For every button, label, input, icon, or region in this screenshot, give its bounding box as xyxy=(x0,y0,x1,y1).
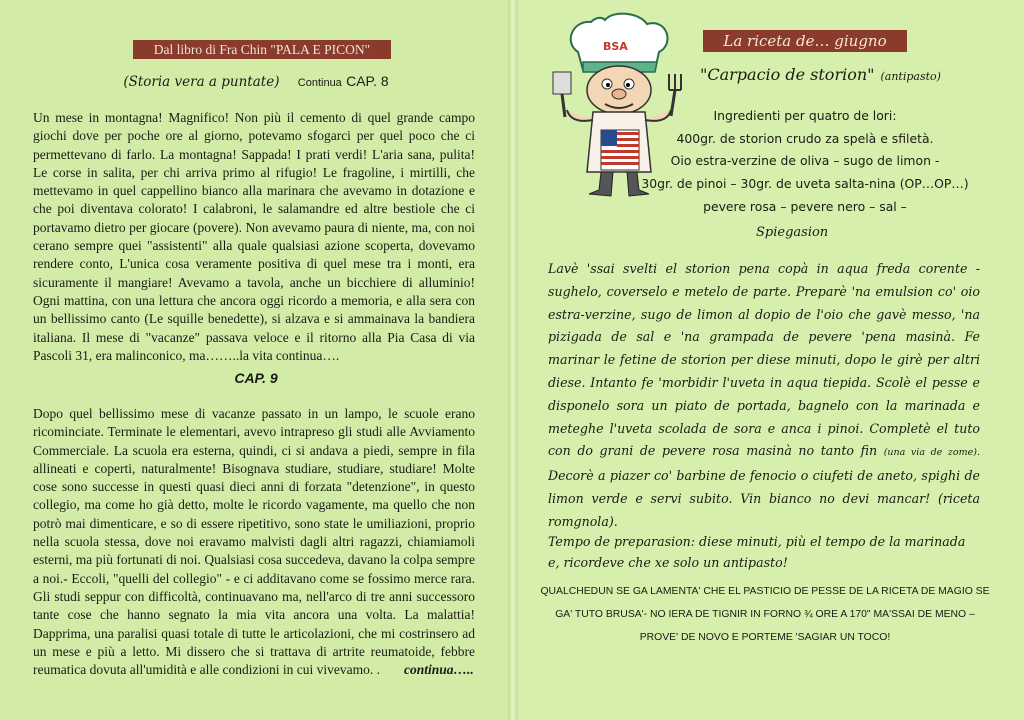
story-subtitle xyxy=(0,73,512,90)
recipe-month-badge: La riceta de… giugno xyxy=(703,30,907,52)
ingredient-line: Ingredienti per quatro de lori: xyxy=(713,108,897,123)
hat-text: BSA xyxy=(603,40,628,53)
recipe-title xyxy=(700,65,941,84)
continua-label: Continua xyxy=(297,77,342,89)
chapter-9-body: Dopo quel bellissimo mese di vacanze passato in un lampo, le scuole erano ricominciate. Terminate le elementari, avevo intrapreso gli studi alle Avviamento Commerciale. La scuola era esterna, quindi, ci si andava a piedi, sempre in fila allineati e coperti, naturalmente! Bisognava studiare, studiare, studiare! Molte cose sono successe in questi quasi dieci anni di forzata "detenzione", in questo collegio, ma come ho già detto, molte le ricordo vagamente, ma quello che non potrò mai dimenticare, e so di essere ripetitivo, sono state le umiliazioni, proprio nella scuola stessa, dove noi eravamo malvisti dagli altri ragazzi, chiamiamoli esterni, ma più fortunati di noi. Qualsiasi cosa succedeva, davano la colpa sempre a noi.- Eccoli, "quelli del collegio" - e ci additavano come se fossimo merce rara. Gli studi seppur con difficoltà, continuavano ma, nell'arco di tre anni successoro tante cose che hanno segnato la mia vita ancora una volta. La malattia! Dapprima, una paralisi quasi totale di tutte le articolazioni, che mi costrinsero ad un mese e più a letto. Mi dissero che si trattava di artrite reumatoide, febbre reumatica dovuta all'umidità e alle condizioni in cui vivevamo. . xyxy=(33,406,475,678)
recipe-name: "Carpacio de storion" xyxy=(700,65,875,84)
reader-notice: QUALCHEDUN SE GA LAMENTA' CHE EL PASTICIO DE PESSE DE LA RICETA DE MAGIO SE GA' TUTO BRUSA'- NO IERA DE TIGNIR IN FORNO ¾ ORE A 170" MA'SSAI DE MENO – PROVE' DE NOVO E PORTEME 'SAGIAR UN TOCO! xyxy=(540,586,990,643)
left-title-banner: Dal libro di Fra Chin "PALA E PICON" xyxy=(133,40,391,59)
recipe-type: (antipasto) xyxy=(880,70,941,83)
instructions-end: Decorè a piazer co' barbine de fenocio o ciufeti de aneto, spighi de limon verde e servi subito. Vin bianco no devi mancar! (riceta romgnola). xyxy=(548,468,980,529)
ingredient-line: 30gr. de pinoi – 30gr. de uveta salta-nina (OP…OP…) xyxy=(641,176,969,192)
ingredient-line: 400gr. de storion crudo za spelà e sfiletà. xyxy=(676,130,934,146)
ingredient-line: pevere rosa – pevere nero – sal – xyxy=(703,198,907,214)
ingredients-list xyxy=(640,105,970,219)
chapter-9-heading: CAP. 9 xyxy=(234,370,278,386)
book-spine xyxy=(508,0,518,720)
chapter-8-heading: CAP. 8 xyxy=(346,73,389,89)
chapter-9-text xyxy=(33,405,475,679)
section-heading: Spiegasion xyxy=(756,225,829,240)
ingredient-line: Oio estra-verzine de oliva – sugo de limon - xyxy=(670,153,940,169)
continua-end: continua….. xyxy=(403,662,474,678)
preparation-time: Tempo de preparasion: diese minuti, più el tempo de la marinada e, ricordeve che xe solo un antipasto! xyxy=(548,534,966,570)
recipe-instructions xyxy=(548,258,980,534)
chapter-8-text: Un mese in montagna! Magnifico! Non più il cemento di quel grande campo giochi dove per poche ore al giorno, potevamo sfogarci per quel poco che ci permettevano di farlo. La montagna! Sappada! I prati verdi! L'aria sana, pulita! Le corse in salita, per chi arriva primo al rifugio! Le fragoline, i mirtilli, che mettevamo in quel cappellino bianco alla marinara che avevamo in dotazione e che poi diventava colorato! I calabroni, le salamandre ed altre bestiole che ci portavamo dietro per giocare (povere). Non avevamo paura di niente, ma, con noi cerano sempre quei "assistenti" alla quale qualsiasi azione scoperta, dovevamo rendere conto, L'unica cosa veramente positiva di quel mese tra i monti, era sicuramente il mangiare! Avevamo a tavola, anche un bicchiere di alluminio! Ogni mattina, con una lettura che ancora oggi ricordo a memoria, e alla sera con un bellissimo canto (Le squille benedette), si alzava e si ammainava la bandiera italiana. Il mese di "vacanze" passava veloce e il ritorno alla Pia Casa di via Pascoli 31, era malinconico, ma……..la vita continua…. xyxy=(33,110,475,363)
subtitle-text: (Storia vera a puntate) xyxy=(123,74,280,90)
instructions-text: Lavè 'ssai svelti el storion pena copà in aqua freda corente - sughelo, coverselo e metelo de parte. Preparè 'na emulsion co' oio estra-verzine, sugo de limon al dopio de l'oio che gavè messo, 'na pizigada de sal e 'na grampada de pevere 'pena masinà. Fe marinar le fetine de storion per diese minuti, dopo le girè per altri diese. Intanto fe 'morbidir l'uveta in aqua tiepida. Scolè el pesse e disponelo sora un piato de portada, bagnelo con la marinada e meteghe l'uveta scolada de sora e anca i pinoi. Completè el tuto con do grani de pevere rosa masinà no tanto fin xyxy=(548,261,980,459)
instructions-note: (una via de zome). xyxy=(883,447,980,459)
